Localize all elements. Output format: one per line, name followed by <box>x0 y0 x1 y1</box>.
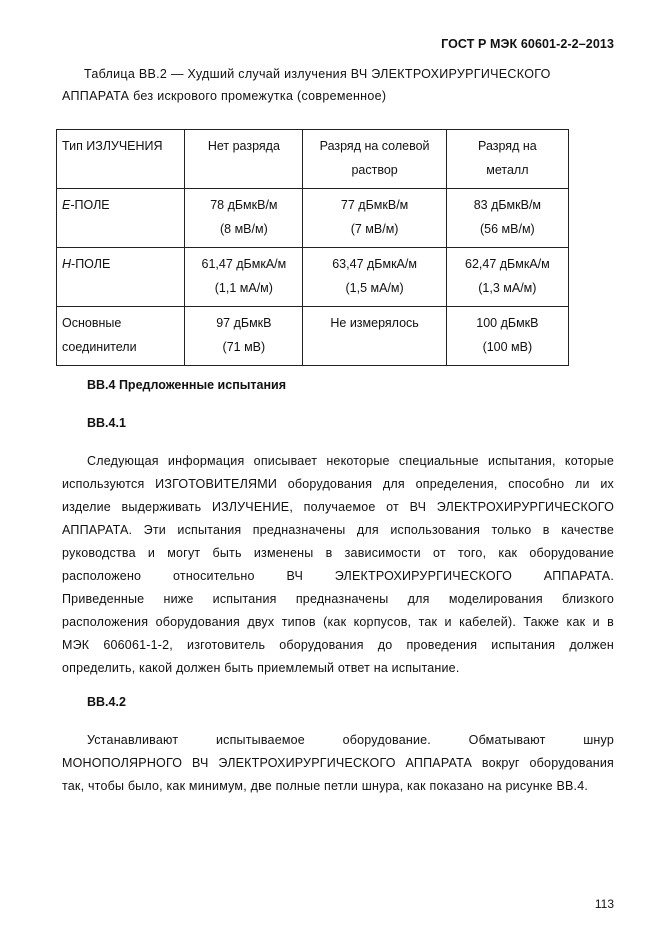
page-number: 113 <box>594 897 614 911</box>
cell-value: (1,5 мА/м) <box>345 281 404 295</box>
row-label-cell <box>57 248 185 307</box>
header-text: раствор <box>351 163 398 177</box>
row-label-rest: -ПОЛЕ <box>70 198 110 212</box>
row-label <box>62 193 179 217</box>
paragraph-line: так, чтобы было, как минимум, две полные петли шнура, как показано на рисунке ВВ.4. <box>62 779 589 793</box>
table-row-h-field <box>57 248 569 307</box>
cell-value: 77 дБмкВ/м <box>340 198 409 212</box>
cell-value: 63,47 дБмкА/м <box>332 257 417 271</box>
cell-value: 97 дБмкВ <box>216 316 272 330</box>
emission-table <box>56 129 569 366</box>
header-text: Разряд на солевой <box>319 139 430 153</box>
header-text: Тип ИЗЛУЧЕНИЯ <box>62 139 163 153</box>
section-heading-bb41: BB.4.1 <box>87 416 126 430</box>
paragraph-line: расположения оборудования двух типов (как корпусов, так и кабелей). Также как и в <box>62 615 614 629</box>
paragraph-line: расположено относительно ВЧ ЭЛЕКТРОХИРУРГИЧЕСКОГО АППАРАТА. <box>62 569 614 583</box>
row-label-cell <box>57 307 185 366</box>
header-text: Нет разряда <box>207 139 280 153</box>
table-cell <box>446 307 568 366</box>
section-heading-bb42: BB.4.2 <box>87 695 126 709</box>
table-cell <box>303 248 446 307</box>
paragraph-line: МОНОПОЛЯРНОГО ВЧ ЭЛЕКТРОХИРУРГИЧЕСКОГО АППАРАТА вокруг оборудования <box>62 756 614 770</box>
cell-value: (8 мВ/м) <box>219 222 268 236</box>
paragraph-line: определить, какой должен быть приемлемый ответ на испытание. <box>62 661 460 675</box>
paragraph-bb42 <box>62 729 614 798</box>
row-label <box>62 252 179 276</box>
table-cell <box>185 248 303 307</box>
table-cell <box>303 307 446 366</box>
cell-value: (1,1 мА/м) <box>214 281 273 295</box>
cell-value: 100 дБмкВ <box>476 316 539 330</box>
paragraph-line: руководства и могут быть изменены в зависимости от того, как оборудование <box>62 546 614 560</box>
table-row-connectors <box>57 307 569 366</box>
table-cell <box>446 248 568 307</box>
paragraph-bb41 <box>62 450 614 680</box>
cell-value: 61,47 дБмкА/м <box>201 257 287 271</box>
table-cell <box>185 189 303 248</box>
table-header-row <box>57 130 569 189</box>
cell-value: (7 мВ/м) <box>350 222 399 236</box>
paragraph-line: используются ИЗГОТОВИТЕЛЯМИ оборудования для определения, способно ли их <box>62 477 614 491</box>
cell-value: (71 мВ) <box>222 340 266 354</box>
paragraph-line: изделие выдерживать ИЗЛУЧЕНИЕ, получаемое от ВЧ ЭЛЕКТРОХИРУРГИЧЕСКОГО <box>62 500 614 514</box>
paragraph-line: Устанавливают испытываемое оборудование. Обматывают шнур <box>87 733 614 747</box>
cell-value: (1,3 мА/м) <box>478 281 537 295</box>
row-label: Основные <box>62 316 122 330</box>
cell-value: 62,47 дБмкА/м <box>465 257 550 271</box>
row-label-cell <box>57 189 185 248</box>
header-cell-metal <box>446 130 568 189</box>
paragraph-line: МЭК 606061-1-2, изготовитель оборудования до проведения испытания должен <box>62 638 614 652</box>
table-cell <box>303 189 446 248</box>
section-heading-bb4: BB.4 Предложенные испытания <box>87 378 287 392</box>
table-cell <box>185 307 303 366</box>
table-row-e-field <box>57 189 569 248</box>
row-label: соединители <box>62 340 137 354</box>
caption-line-1: Таблица ВВ.2 — Худший случай излучения ВЧ ЭЛЕКТРОХИРУРГИЧЕСКОГО <box>84 67 551 81</box>
header-cell-saline <box>303 130 446 189</box>
paragraph-line: АППАРАТА. Эти испытания предназначены для использования только в качестве <box>62 523 614 537</box>
header-text: Разряд на <box>478 139 537 153</box>
row-label-rest: -ПОЛЕ <box>71 257 111 271</box>
paragraph-line: Приведенные ниже испытания предназначены для моделирования близкого <box>62 592 614 606</box>
header-text: металл <box>486 163 529 177</box>
row-label-italic: E <box>62 198 71 212</box>
cell-value: 83 дБмкВ/м <box>473 198 542 212</box>
caption-line-2: АППАРАТА без искрового промежутка (современное) <box>62 89 387 103</box>
cell-value: 78 дБмкВ/м <box>210 198 278 212</box>
header-cell-type <box>57 130 185 189</box>
table-cell <box>446 189 568 248</box>
cell-value: Не измерялось <box>330 316 419 330</box>
row-label-italic: H <box>62 257 72 271</box>
document-header: ГОСТ Р МЭК 60601-2-2–2013 <box>441 37 614 51</box>
cell-value: (56 мВ/м) <box>480 222 535 236</box>
table-caption <box>62 63 614 107</box>
paragraph-line: Следующая информация описывает некоторые специальные испытания, которые <box>87 454 614 468</box>
header-cell-no-discharge <box>185 130 303 189</box>
cell-value: (100 мВ) <box>482 340 533 354</box>
